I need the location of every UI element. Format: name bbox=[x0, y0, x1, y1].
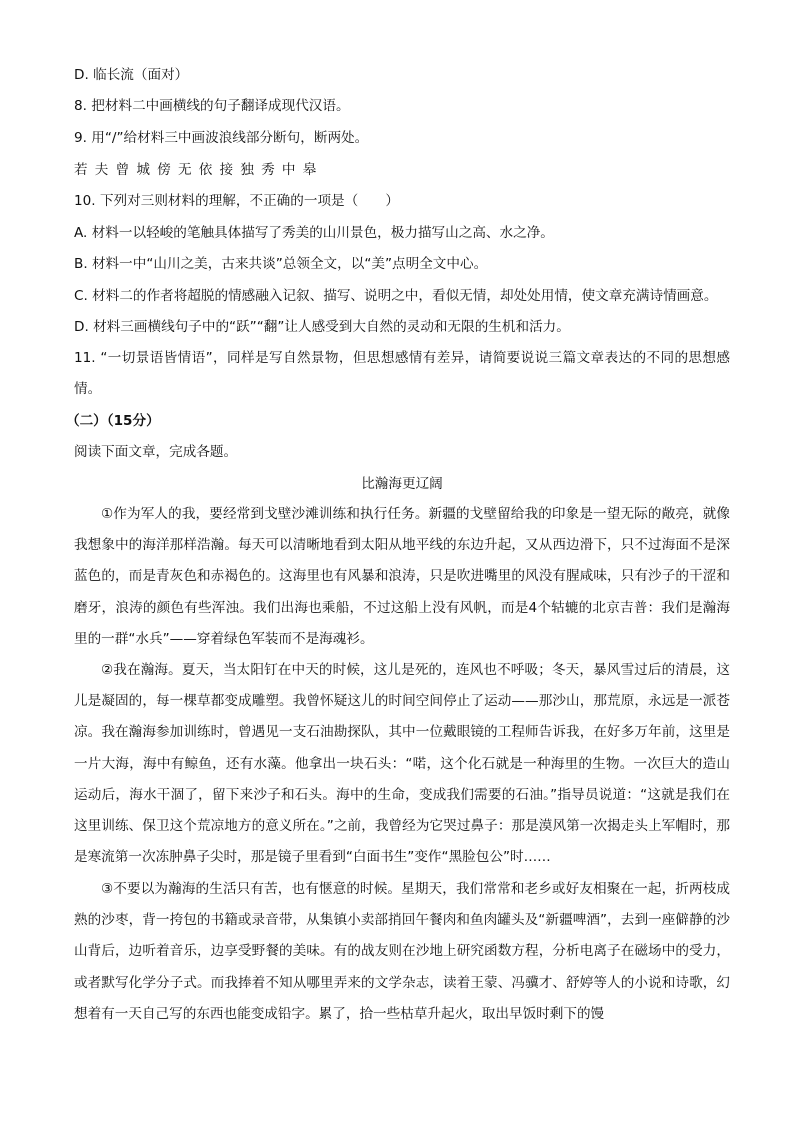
section-instruction: 阅读下面文章，完成各题。 bbox=[74, 444, 238, 460]
article-title: 比瀚海更辽阔 bbox=[361, 476, 443, 492]
q7-option-d: D. 临长流（面对） bbox=[74, 67, 189, 83]
question-8: 8. 把材料二中画横线的句子翻译成现代汉语。 bbox=[74, 98, 350, 114]
q10-option-a: A. 材料一以轻峻的笔触具体描写了秀美的山川景色，极力描写山之高、水之净。 bbox=[74, 225, 554, 241]
section-heading: （二）（15分） bbox=[66, 413, 160, 429]
question-9-text: 若夫曾城傍无依接独秀中皋 bbox=[74, 162, 324, 178]
question-11: 11. “一切景语皆情语”，同样是写自然景物，但思想感情有差异，请简要说说三篇文章表达的不同的思想感情。 bbox=[74, 350, 730, 397]
q10-option-c: C. 材料二的作者将超脱的情感融入记叙、描写、说明之中，看似无情，却处处用情，使文章充满诗情画意。 bbox=[74, 288, 718, 304]
q10-option-b: B. 材料一中“山川之美，古来共谈”总领全文，以“美”点明全文中心。 bbox=[74, 256, 488, 272]
q10-option-d: D. 材料三画横线句子中的“跃”“翻”让人感受到大自然的灵动和无限的生机和活力。 bbox=[74, 319, 570, 335]
question-10: 10. 下列对三则材料的理解，不正确的一项是（ ） bbox=[74, 193, 400, 209]
article-paragraph-1: ①作为军人的我，要经常到戈壁沙滩训练和执行任务。新疆的戈壁留给我的印象是一望无际的敞亮，就像我想象中的海洋那样浩瀚。每天可以清晰地看到太阳从地平线的东边升起，又从西边滑下，只不过海面不是深蓝色的，而是青灰色和赤褐色的。这海里也有风暴和浪涛，只是吹进嘴里的风没有腥咸味，只有沙子的干涩和磨牙，浪涛的颜色有些浑浊。我们出海也乘船，不过这船上没有风帆，而是4个轱辘的北京吉普：我们是瀚海里的一群“水兵”——穿着绿色军装而不是海魂衫。 bbox=[74, 506, 730, 647]
article-paragraph-2: ②我在瀚海。夏天，当太阳钉在中天的时候，这儿是死的，连风也不呼吸；冬天，暴风雪过后的清晨，这儿是凝固的，每一棵草都变成雕塑。我曾怀疑这儿的时间空间停止了运动——那沙山，那荒原，永远是一派苍凉。我在瀚海参加训练时，曾遇见一支石油勘探队，其中一位戴眼镜的工程师告诉我，在好多万年前，这里是一片大海，海中有鲸鱼，还有水藻。他拿出一块石头：“喏，这个化石就是一种海里的生物。一次巨大的造山运动后，海水干涸了，留下来沙子和石头。海中的生命，变成我们需要的石油。”指导员说道：“这就是我们在这里训练、保卫这个荒凉地方的意义所在。”之前，我曾经为它哭过鼻子：那是漠风第一次揭走头上军帽时，那是寒流第一次冻肿鼻子尖时，那是镜子里看到“白面书生”变作“黑脸包公”时…… bbox=[74, 662, 730, 866]
question-9: 9. 用“/”给材料三中画波浪线部分断句，断两处。 bbox=[74, 130, 369, 146]
article-paragraph-3: ③不要以为瀚海的生活只有苦，也有惬意的时候。星期天，我们常常和老乡或好友相聚在一起，折两枝成熟的沙枣，背一挎包的书籍或录音带，从集镇小卖部捎回午餐肉和鱼肉罐头及“新疆啤酒”，去到一座僻静的沙山背后，边听着音乐，边享受野餐的美味。有的战友则在沙地上研究函数方程，分析电离子在磁场中的受力，或者默写化学分子式。而我捧着不知从哪里弄来的文学杂志，读着王蒙、冯骥才、舒婷等人的小说和诗歌，幻想着有一天自己写的东西也能变成铅字。累了，拾一些枯草升起火，取出早饭时剩下的馒 bbox=[74, 881, 730, 1022]
